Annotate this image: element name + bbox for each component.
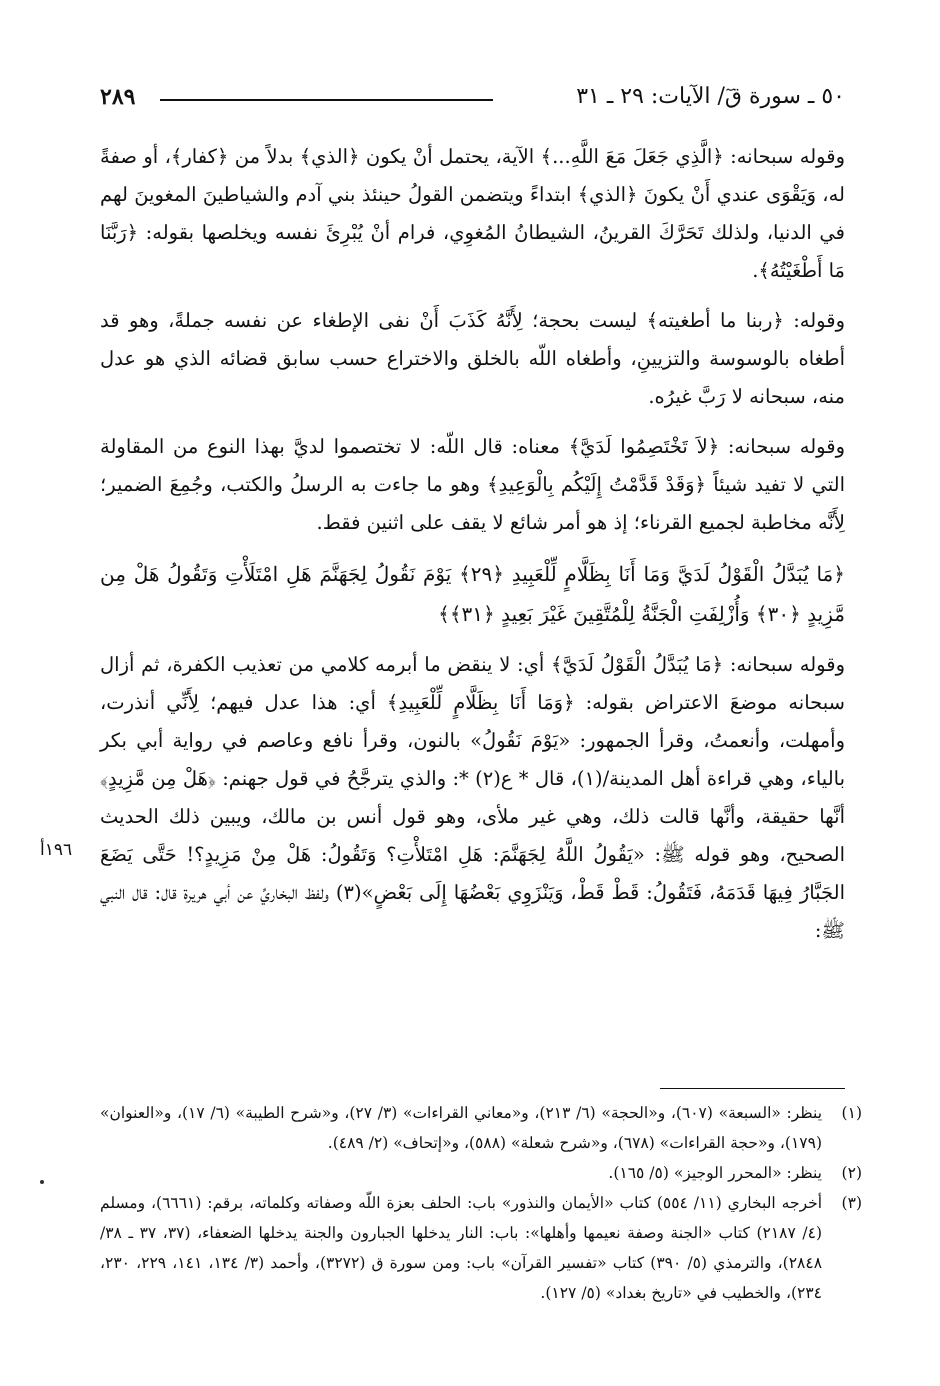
manuscript-folio-marker: ١٩٦أ xyxy=(40,840,73,860)
footnote-separator xyxy=(660,1088,845,1089)
footnote-text: ينظر: «المحرر الوجيز» (٥/ ١٦٥). xyxy=(608,1164,822,1182)
footnote xyxy=(100,1098,862,1158)
footnote-number: (٣) xyxy=(841,1194,862,1212)
footnote xyxy=(100,1158,862,1188)
footnote-text: ينظر: «السبعة» (٦٠٧)، و«الحجة» (٦/ ٢١٣)، و«معاني القراءات» (٣/ ٢٧)، و«شرح الطيبة» (٦/ ١٧)، و«العنوان» (١٧٩)، و«حجة القراءات» (٦٧٨)، و«شرح شعلة» (٥٨٨)، و«إتحاف» (٢/ ٤٨٩). xyxy=(100,1104,823,1152)
header-rule xyxy=(160,99,493,101)
footnote-number: (٢) xyxy=(841,1164,862,1182)
page-header xyxy=(100,84,845,118)
running-title: ٥٠ ـ سورة قٓ/ الآيات: ٢٩ ـ ٣١ xyxy=(576,84,845,109)
footnote-number: (١) xyxy=(841,1104,862,1122)
main-text xyxy=(100,138,845,962)
stray-mark xyxy=(40,1180,44,1184)
footnote-text: أخرجه البخاري (١١/ ٥٥٤) كتاب «الأيمان والنذور» باب: الحلف بعزة اللّه وصفاته وكلماته، برقم: (٦٦٦١)، ومسلم (٤/ ٢١٨٧) كتاب «الجنة وصفة نعيمها وأهلها»: باب: النار يدخلها الجبارون والجنة يدخلها الضعفاء، (٣٧، ٣٧ ـ ٣٨/ ٢٨٤٨)، والترمذي (٥/ ٣٩٠) كتاب «تفسير القرآن» باب: ومن سورة ق (٣٢٧٢)، وأحمد (٣/ ١٣٤، ١٤١، ٢٢٩، ٢٣٠، ٢٣٤)، والخطيب في «تاريخ بغداد» (٥/ ١٢٧). xyxy=(100,1194,823,1302)
paragraph: وقوله سبحانه: ﴿الَّذِي جَعَلَ مَعَ اللَّهِ...﴾ الآية، يحتمل أنْ يكون ﴿الذي﴾ بدلاً من ﴿كفار﴾، أو صفةً له، وَيَقْوَى عندي أَنْ يكونَ ﴿الذي﴾ ابتداءً ويتضمن القولُ حينئذ بني آدم والشياطينَ المغوينَ لهم في الدنيا، ولذلك تَحَرَّكَ القرينُ، الشيطانُ المُغوِي، فرام أنْ يُبْرِئَ نفسه ويخلصها بقوله: ﴿رَبَّنَا مَا أَطْغَيْتُهُ﴾. xyxy=(100,145,845,282)
quran-verse: ﴿مَا يُبَدَّلُ الْقَوْلُ لَدَيَّ وَمَا أَنَا بِظَلَّامٍ لِّلْعَبِيدِ ﴿٢٩﴾ يَوْمَ نَقُولُ لِجَهَنَّمَ هَلِ امْتَلَأْتِ وَتَقُولُ هَلْ مِن مَّزِيدٍ ﴿٣٠﴾ وَأُزْلِفَتِ الْجَنَّةُ لِلْمُتَّقِينَ غَيْرَ بَعِيدٍ ﴿٣١﴾﴾ xyxy=(100,562,845,626)
paragraph: وقوله: ﴿ربنا ما أطغيته﴾ ليست بحجة؛ لِأَنَّهُ كَذَبَ أَنْ نفى الإطغاء عن نفسه جملةً، وهو قد أطغاه بالوسوسة والتزيينِ، وأطغاه اللّه بالخلق والاختراع حسب سابق قضائه الذي هو عدل منه، سبحانه لا رَبَّ غيرُه. xyxy=(100,309,845,408)
footnote xyxy=(100,1188,862,1308)
commentary-paragraph: وقوله سبحانه: ﴿مَا يُبَدَّلُ الْقَوْلُ لَدَيَّ﴾ أي: لا ينقض ما أبرمه كلامي من تعذيب الكفرة، ثم أزال سبحانه موضعَ الاعتراض بقوله: ﴿وَمَا أَنَا بِظَلَّامٍ لِّلْعَبِيدِ﴾ أي: هذا عدل فيهم؛ لِأَنِّي أنذرت، وأمهلت، وأنعمتُ، وقرأ الجمهور: «يَوْمَ نَقُولُ» بالنون، وقرأ نافع وعاصم في رواية أبي بكر بالياء، وهي قراءة أهل المدينة/(١)، قال * ع(٢) *: والذي يترجَّحُ في قول جهنم: ﴿هَلْ مِن مَّزِيدٍ﴾ أنَّها حقيقة، وأنَّها قالت ذلك، وهي غير ملأى، وهو قول أنس بن مالك، ويبين ذلك الحديث الصحيح، وهو قوله ﷺ: «يَقُولُ اللَّهُ لِجَهَنَّمَ: هَلِ امْتَلأْتِ؟ وَتَقُولُ: هَلْ مِنْ مَزِيدٍ؟! حَتَّى يَضَعَ الجَبَّارُ فِيهَا قَدَمَهُ، فَتَقُولُ: قَطْ قَطْ، وَيَنْزَوِي بَعْضُهَا إِلَى بَعْضٍ»(٣) ولفظ البخاريِّ عن أبي هريرة قال: قال النبي ﷺ: xyxy=(100,653,846,942)
paragraph: وقوله سبحانه: ﴿لاَ تَخْتَصِمُوا لَدَيَّ﴾ معناه: قال اللّه: لا تختصموا لديَّ بهذا النوع من المقاولة التي لا تفيد شيئاً ﴿وَقَدْ قَدَّمْتُ إِلَيْكُم بِالْوَعِيدِ﴾ وهو ما جاءت به الرسلُ والكتب، وجُمِعَ الضمير؛ لِأَنَّه مخاطبة لجميع القرناء؛ إذ هو أمر شائع لا يقف على اثنين فقط. xyxy=(100,435,845,534)
footnotes xyxy=(100,1098,862,1308)
page-number: ٢٨٩ xyxy=(100,84,136,110)
